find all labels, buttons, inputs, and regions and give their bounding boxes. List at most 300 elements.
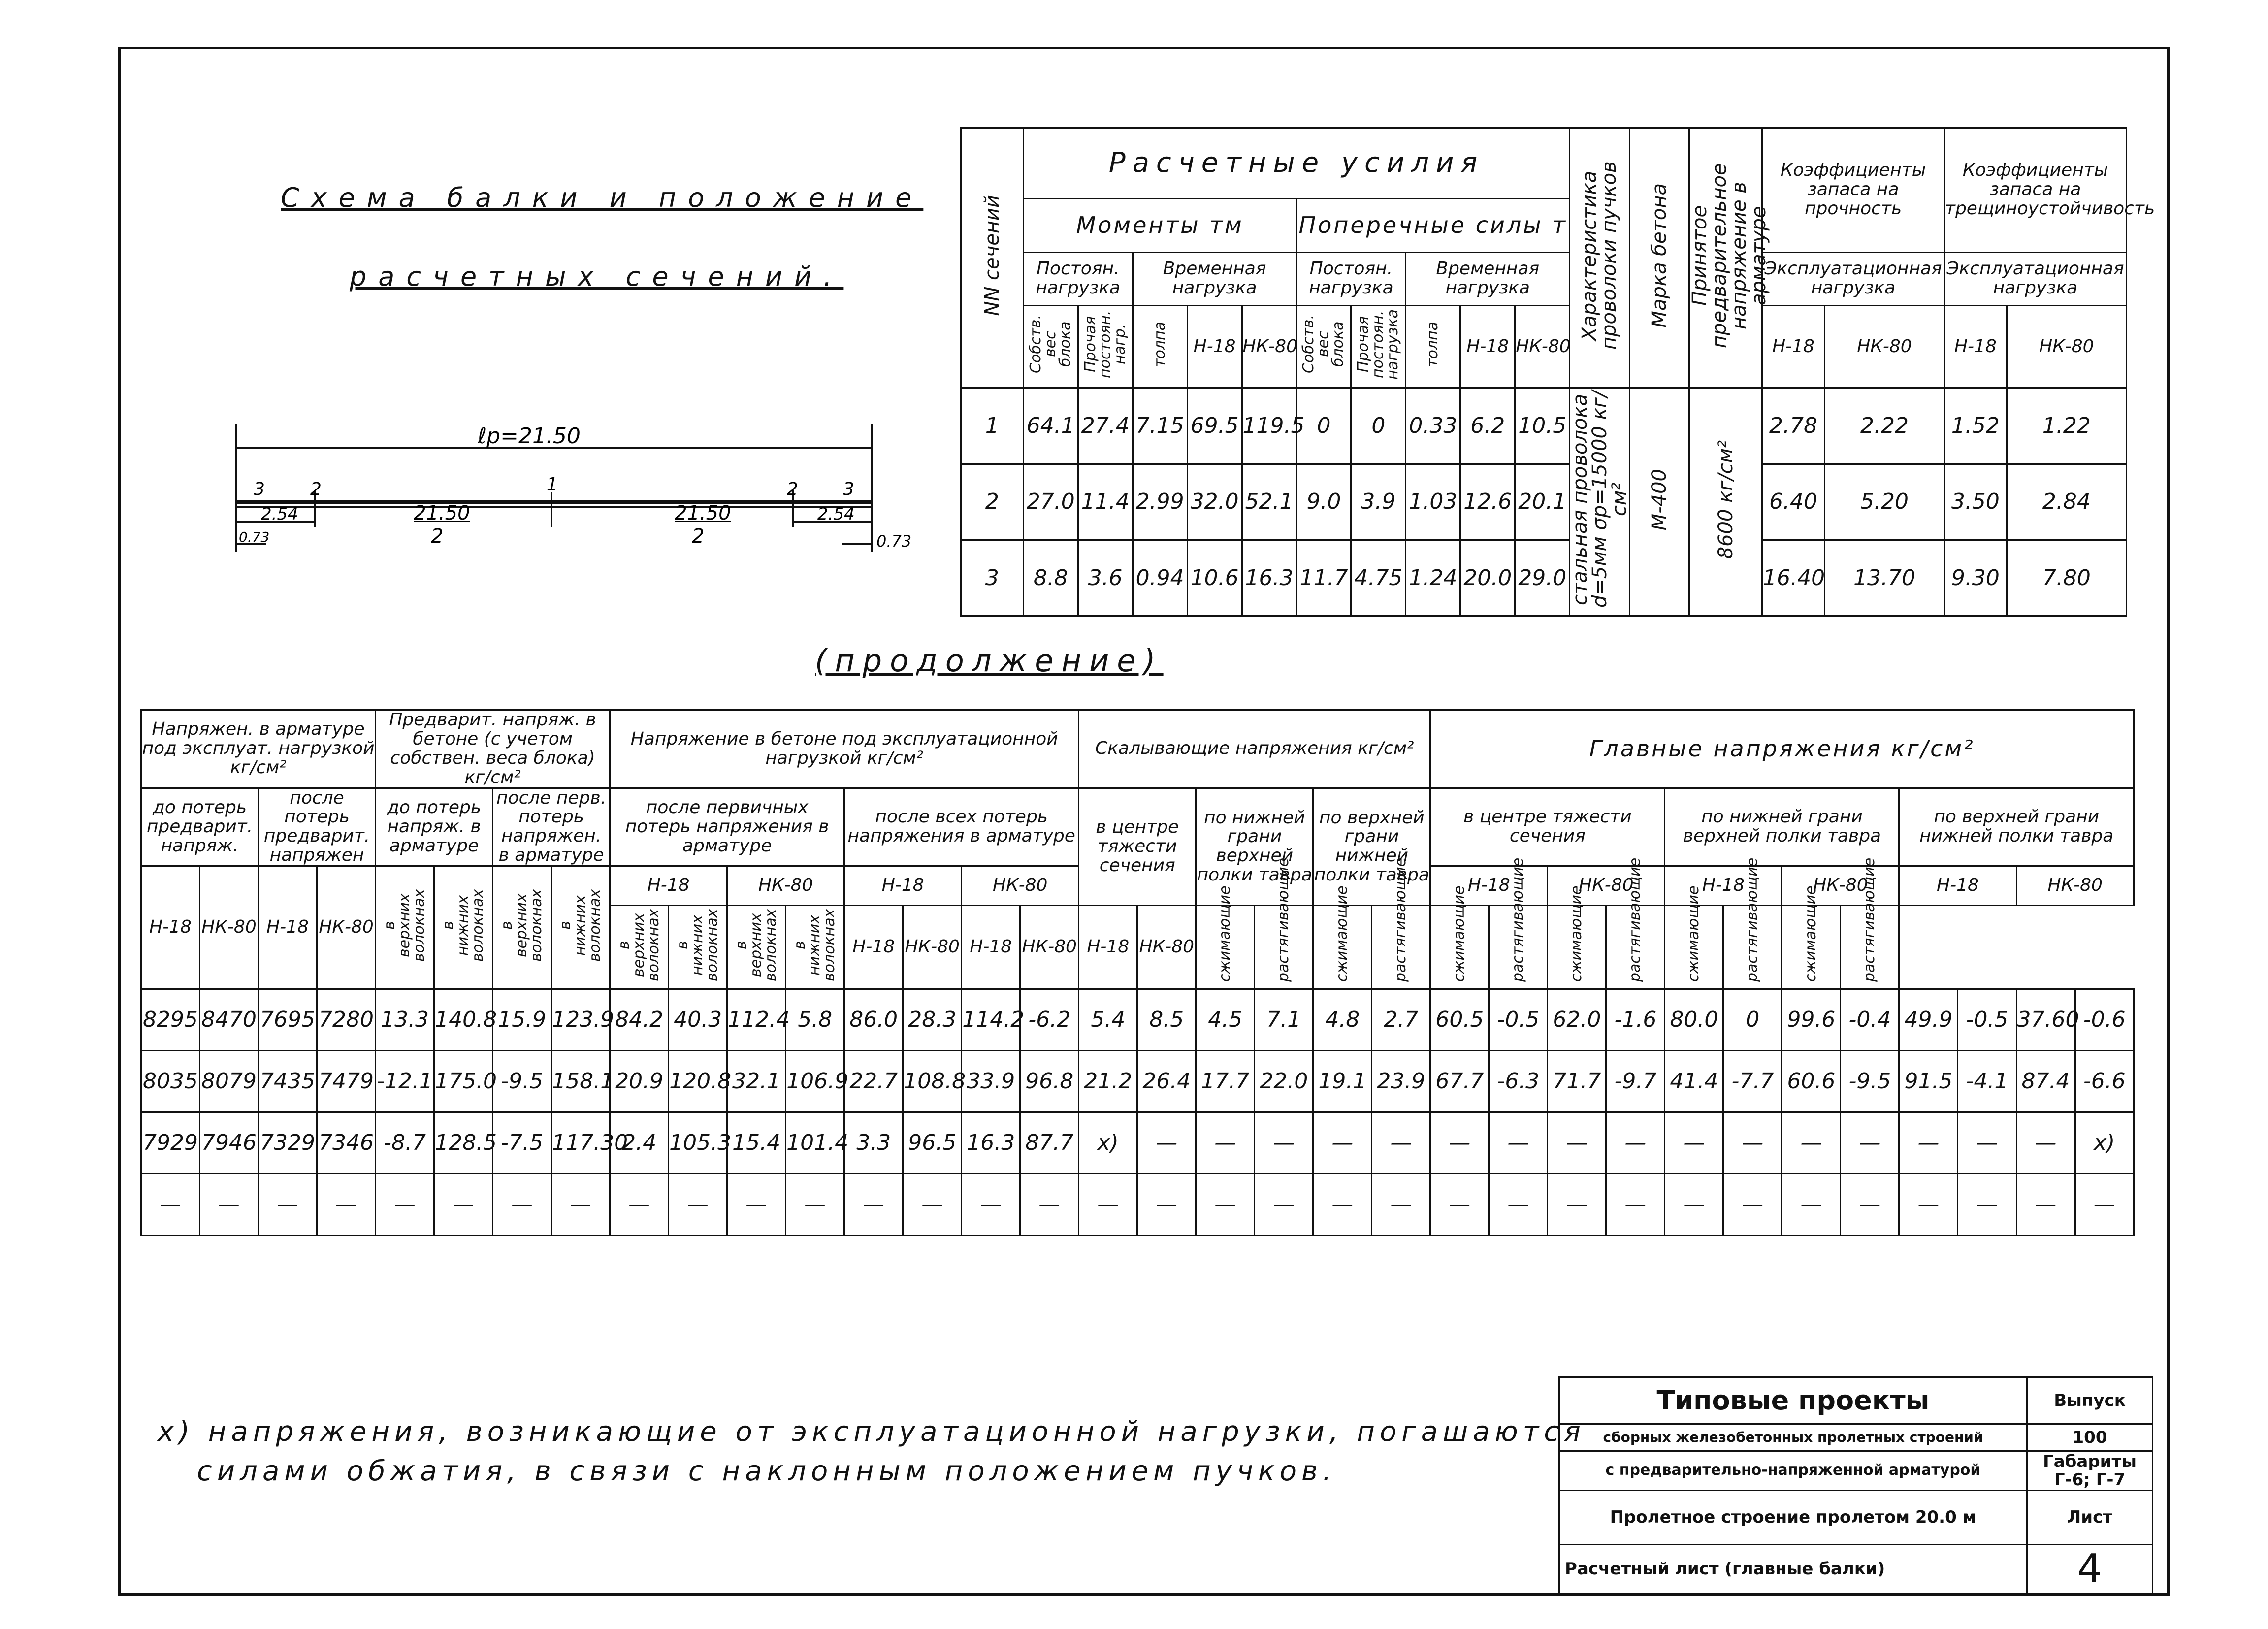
stress-cell: -0.5 <box>1958 989 2016 1051</box>
stress-cell: — <box>1606 1112 1665 1174</box>
stress-cell: — <box>1079 1174 1137 1236</box>
col-fibres: в верхних волокнах <box>610 906 669 989</box>
g2-header: Предварит. напряж. в бетоне (с учетом собствен. веса блока) кг/см² <box>376 710 610 788</box>
beam-schematic <box>162 404 911 566</box>
col-h18: Н-18 <box>259 866 317 989</box>
stress-cell: 7329 <box>259 1112 317 1174</box>
stress-cell: 60.6 <box>1782 1051 1841 1112</box>
forces-cell: 9.30 <box>1944 540 2007 616</box>
stress-cell: — <box>727 1174 786 1236</box>
k-col-hk80: НК-80 <box>1824 305 1944 388</box>
dim-half-left: 21.50 <box>414 502 470 524</box>
continuation-title: (продолжение) <box>815 643 1164 679</box>
stress-row <box>141 1174 2134 1236</box>
stress-cell: — <box>669 1174 727 1236</box>
stress-cell: x) <box>1079 1112 1137 1174</box>
forces-cell: 13.70 <box>1824 540 1944 616</box>
stress-cell: — <box>1430 1112 1489 1174</box>
stress-cell: 67.7 <box>1430 1051 1489 1112</box>
stress-cell: — <box>1372 1112 1430 1174</box>
stress-cell: — <box>1899 1112 1958 1174</box>
g5-hk80: НК-80 <box>2016 866 2134 906</box>
stress-cell: 15.9 <box>493 989 551 1051</box>
dim-254-left: 2.54 <box>261 504 298 524</box>
s-c-upper: по верхней грани нижней полки тавра <box>1899 788 2134 866</box>
stress-cell: 20.9 <box>610 1051 669 1112</box>
forces-cell: 7.15 <box>1133 388 1187 464</box>
stress-cell: 158.1 <box>551 1051 610 1112</box>
stress-cell: — <box>1548 1112 1606 1174</box>
col-compress: сжимающие <box>1782 906 1841 989</box>
nn-header: NN сечений <box>961 128 1024 388</box>
stress-cell: — <box>1665 1174 1723 1236</box>
span-label: ℓр=21.50 <box>478 424 581 449</box>
k-crack-header: Коэффициенты запаса на трещиноустойчивость <box>1944 128 2126 253</box>
stress-cell: 4.5 <box>1196 989 1255 1051</box>
forces-table <box>960 127 2155 617</box>
forces-cell: 1.22 <box>2007 388 2126 464</box>
stress-cell: — <box>376 1174 434 1236</box>
stamp-issue-label: Выпуск <box>2027 1377 2153 1424</box>
stamp-sheet-name: Расчетный лист (главные балки) <box>1559 1545 2027 1594</box>
k-strength-header: Коэффициенты запаса на прочность <box>1762 128 1944 253</box>
stress-cell: — <box>1665 1112 1723 1174</box>
shear-hk80: НК-80 <box>1137 906 1196 989</box>
col-own-weight-2: Собств. вес блока <box>1296 305 1351 388</box>
forces-cell: 7.80 <box>2007 540 2126 616</box>
stress-cell: 8295 <box>141 989 200 1051</box>
stress-cell: — <box>1430 1174 1489 1236</box>
temp-load-header: Временная нагрузка <box>1133 252 1296 305</box>
stress-cell: -4.1 <box>1958 1051 2016 1112</box>
stress-cell: — <box>141 1174 200 1236</box>
col-own-weight: Собств. вес блока <box>1023 305 1078 388</box>
sec-label-1: 1 <box>547 474 558 494</box>
col-fibres: в нижних волокнах <box>669 906 727 989</box>
forces-cell: 20.1 <box>1515 464 1570 540</box>
forces-cell: 12.6 <box>1460 464 1515 540</box>
col-h18: Н-18 <box>1187 305 1242 388</box>
stress-cell: — <box>1137 1174 1196 1236</box>
stress-cell: 60.5 <box>1430 989 1489 1051</box>
forces-cell: 0 <box>1351 388 1406 464</box>
stress-cell: 2.4 <box>610 1112 669 1174</box>
stress-cell: 108.8 <box>903 1051 962 1112</box>
stress-cell: 7946 <box>200 1112 259 1174</box>
stress-cell: — <box>434 1174 493 1236</box>
stress-cell: 5.8 <box>786 989 844 1051</box>
forces-cell: 3.50 <box>1944 464 2007 540</box>
forces-cell: 2 <box>961 464 1024 540</box>
stamp-sheet-value: 4 <box>2027 1545 2153 1594</box>
forces-cell: 29.0 <box>1515 540 1570 616</box>
stress-cell: 106.9 <box>786 1051 844 1112</box>
forces-cell: 52.1 <box>1242 464 1296 540</box>
col-compress: сжимающие <box>1196 906 1255 989</box>
col-top-fibres: в нижних волокнах <box>434 866 493 989</box>
stress-cell: 5.4 <box>1079 989 1137 1051</box>
forces-cell: 3.9 <box>1351 464 1406 540</box>
forces-row <box>961 464 2127 540</box>
stress-cell: 71.7 <box>1548 1051 1606 1112</box>
stress-cell: 28.3 <box>903 989 962 1051</box>
moments-header: Моменты тм <box>1023 199 1296 252</box>
col-other-const-2: Прочая постоян. нагрузка <box>1351 305 1406 388</box>
dim-073-right: 0.73 <box>876 532 912 551</box>
col-tension: растягивающие <box>1723 906 1782 989</box>
g4-header: Скалывающие напряжения кг/см² <box>1079 710 1430 788</box>
stress-cell: 15.4 <box>727 1112 786 1174</box>
stress-cell: — <box>493 1174 551 1236</box>
col-tension: растягивающие <box>1606 906 1665 989</box>
stress-cell: — <box>1489 1112 1548 1174</box>
stress-cell: 32.1 <box>727 1051 786 1112</box>
const-load-header: Постоян. нагрузка <box>1023 252 1133 305</box>
stress-cell: 86.0 <box>844 989 903 1051</box>
forces-cell: 27.0 <box>1023 464 1078 540</box>
g5-hk80: НК-80 <box>1548 866 1665 906</box>
col-compress: сжимающие <box>1548 906 1606 989</box>
temp-load-header-2: Временная нагрузка <box>1406 252 1570 305</box>
stress-cell: — <box>2016 1174 2075 1236</box>
stamp-gab: Габариты Г-6; Г-7 <box>2027 1451 2153 1491</box>
forces-cell: 2.84 <box>2007 464 2126 540</box>
s-after-2: после перв. потерь напряжен. в арматуре <box>493 788 610 866</box>
stress-cell: 37.60 <box>2016 989 2075 1051</box>
stress-cell: -1.6 <box>1606 989 1665 1051</box>
stress-cell: -8.7 <box>376 1112 434 1174</box>
stress-cell: 87.7 <box>1020 1112 1079 1174</box>
wire-header: Характеристика проволоки пучков <box>1570 128 1630 388</box>
stress-cell: 13.3 <box>376 989 434 1051</box>
stress-row <box>141 1112 2134 1174</box>
stress-cell: 7929 <box>141 1112 200 1174</box>
sec-label-2-left: 2 <box>310 479 322 499</box>
stress-cell: — <box>1020 1174 1079 1236</box>
stress-cell: 41.4 <box>1665 1051 1723 1112</box>
stress-cell: 26.4 <box>1137 1051 1196 1112</box>
forces-cell: 2.99 <box>1133 464 1187 540</box>
stress-cell: x) <box>2075 1112 2134 1174</box>
stress-cell: — <box>1841 1112 1899 1174</box>
stress-row <box>141 989 2134 1051</box>
k-col-h18: Н-18 <box>1762 305 1825 388</box>
stress-cell: — <box>317 1174 376 1236</box>
s-after-first: после первичных потерь напряжения в арматуре <box>610 788 844 866</box>
sec-label-2-right: 2 <box>787 479 798 499</box>
stress-cell: — <box>2075 1174 2134 1236</box>
k-col-hk80-2: НК-80 <box>2007 305 2126 388</box>
stress-cell: 33.9 <box>962 1051 1020 1112</box>
stress-cell: 16.3 <box>962 1112 1020 1174</box>
forces-cell: 64.1 <box>1023 388 1078 464</box>
stress-cell: 175.0 <box>434 1051 493 1112</box>
stress-cell: 40.3 <box>669 989 727 1051</box>
forces-cell: 69.5 <box>1187 388 1242 464</box>
col-tension: растягивающие <box>1489 906 1548 989</box>
stress-cell: — <box>1255 1174 1313 1236</box>
s-c-lower: по нижней грани верхней полки тавра <box>1665 788 1899 866</box>
s-after-all: после всех потерь напряжения в арматуре <box>844 788 1079 866</box>
stress-cell: — <box>1723 1174 1782 1236</box>
stress-cell: — <box>1958 1174 2016 1236</box>
stress-cell: — <box>1958 1112 2016 1174</box>
dim-two-left: 2 <box>431 525 444 548</box>
forces-cell: 27.4 <box>1078 388 1133 464</box>
g5-hk80: НК-80 <box>1782 866 1899 906</box>
s-c-center: в центре тяжести сечения <box>1430 788 1665 866</box>
stress-cell: 87.4 <box>2016 1051 2075 1112</box>
g3-header: Напряжение в бетоне под эксплуатационной нагрузкой кг/см² <box>610 710 1079 788</box>
stress-cell: 114.2 <box>962 989 1020 1051</box>
expl-load-header-1: Эксплуатационная нагрузка <box>1762 252 1944 305</box>
stress-cell: 101.4 <box>786 1112 844 1174</box>
forces-cell: 10.5 <box>1515 388 1570 464</box>
stress-cell: — <box>259 1174 317 1236</box>
stress-cell: 7280 <box>317 989 376 1051</box>
stress-cell: 8470 <box>200 989 259 1051</box>
stress-cell: — <box>1137 1112 1196 1174</box>
s-lower: по нижней грани верхней полки тавра <box>1196 788 1313 906</box>
s-upper: по верхней грани нижней полки тавра <box>1313 788 1430 906</box>
stress-cell: -7.7 <box>1723 1051 1782 1112</box>
forces-cell: 9.0 <box>1296 464 1351 540</box>
forces-cell: 1.24 <box>1406 540 1460 616</box>
stress-cell: — <box>1548 1174 1606 1236</box>
stress-cell: — <box>1372 1174 1430 1236</box>
stress-cell: 8035 <box>141 1051 200 1112</box>
stress-cell: -0.4 <box>1841 989 1899 1051</box>
stress-cell: 19.1 <box>1313 1051 1372 1112</box>
wire-value: стальная проволока d=5мм σр=15000 кг/см² <box>1570 388 1630 616</box>
stress-row <box>141 1051 2134 1112</box>
col-top-fibres: в нижних волокнах <box>551 866 610 989</box>
stress-cell: — <box>844 1174 903 1236</box>
stress-cell: — <box>1313 1174 1372 1236</box>
g1-header: Напряжен. в арматуре под эксплуат. нагрузкой кг/см² <box>141 710 376 788</box>
stamp-subtitle2: с предварительно-напряженной арматурой <box>1559 1451 2027 1491</box>
dim-half-right: 21.50 <box>675 502 731 524</box>
dim-254-right: 2.54 <box>817 504 855 524</box>
stress-cell: 3.3 <box>844 1112 903 1174</box>
forces-cell: 16.3 <box>1242 540 1296 616</box>
forces-cell: 8.8 <box>1023 540 1078 616</box>
g5-h18: Н-18 <box>1899 866 2016 906</box>
g3-hk80: НК-80 <box>727 866 844 906</box>
shear-hk80: НК-80 <box>1020 906 1079 989</box>
g5-h18: Н-18 <box>1430 866 1548 906</box>
forces-cell: 0.33 <box>1406 388 1460 464</box>
col-crowd: толпа <box>1133 305 1187 388</box>
stress-cell: 22.0 <box>1255 1051 1313 1112</box>
stress-cell: — <box>551 1174 610 1236</box>
forces-header: Расчетные усилия <box>1023 128 1569 199</box>
prestress-header: Принятое предварительное напряжение в арматуре <box>1689 128 1762 388</box>
stress-cell: 96.8 <box>1020 1051 1079 1112</box>
stress-cell: 120.8 <box>669 1051 727 1112</box>
stress-cell: -9.5 <box>493 1051 551 1112</box>
stress-cell: — <box>786 1174 844 1236</box>
stress-cell: — <box>1489 1174 1548 1236</box>
k-col-h18-2: Н-18 <box>1944 305 2007 388</box>
stamp-span-text: Пролетное строение пролетом 20.0 м <box>1559 1491 2027 1545</box>
stress-cell: 140.8 <box>434 989 493 1051</box>
stress-cell: 7435 <box>259 1051 317 1112</box>
stress-cell: 96.5 <box>903 1112 962 1174</box>
stress-cell: 91.5 <box>1899 1051 1958 1112</box>
col-fibres: в нижних волокнах <box>786 906 844 989</box>
stress-cell: 105.3 <box>669 1112 727 1174</box>
shear-hk80: НК-80 <box>903 906 962 989</box>
stress-cell: — <box>1196 1112 1255 1174</box>
stress-cell: 0 <box>1723 989 1782 1051</box>
stress-cell: -9.7 <box>1606 1051 1665 1112</box>
stress-cell: -12.1 <box>376 1051 434 1112</box>
stress-cell: -7.5 <box>493 1112 551 1174</box>
dim-two-right: 2 <box>692 525 705 548</box>
g5-header: Главные напряжения кг/см² <box>1430 710 2134 788</box>
stamp-issue-value: 100 <box>2027 1424 2153 1451</box>
title-block <box>1558 1376 2153 1595</box>
stress-cell: 123.9 <box>551 989 610 1051</box>
col-hk80: НК-80 <box>317 866 376 989</box>
stresses-table <box>140 709 2135 1236</box>
stress-cell: — <box>1841 1174 1899 1236</box>
stress-cell: -6.3 <box>1489 1051 1548 1112</box>
forces-cell: 3 <box>961 540 1024 616</box>
forces-cell: 5.20 <box>1824 464 1944 540</box>
stress-cell: — <box>1606 1174 1665 1236</box>
g5-h18: Н-18 <box>1665 866 1782 906</box>
stress-cell: — <box>1313 1112 1372 1174</box>
stress-cell: 112.4 <box>727 989 786 1051</box>
col-hk80: НК-80 <box>1242 305 1296 388</box>
col-compress: сжимающие <box>1430 906 1489 989</box>
forces-cell: 2.78 <box>1762 388 1825 464</box>
stress-cell: 7.1 <box>1255 989 1313 1051</box>
concrete-value: М-400 <box>1629 388 1689 616</box>
forces-cell: 4.75 <box>1351 540 1406 616</box>
dim-073-left: 0.73 <box>239 529 270 545</box>
forces-cell: 1.52 <box>1944 388 2007 464</box>
forces-cell: 0 <box>1296 388 1351 464</box>
const-load-header-2: Постоян. нагрузка <box>1296 252 1406 305</box>
footnote-line2: силами обжатия, в связи с наклонным положением пучков. <box>197 1455 1336 1487</box>
col-compress: сжимающие <box>1313 906 1372 989</box>
col-crowd-2: толпа <box>1406 305 1460 388</box>
forces-cell: 1.03 <box>1406 464 1460 540</box>
col-tension: растягивающие <box>1255 906 1313 989</box>
stress-cell: 99.6 <box>1782 989 1841 1051</box>
forces-cell: 3.6 <box>1078 540 1133 616</box>
stress-cell: -6.2 <box>1020 989 1079 1051</box>
stress-cell: 8.5 <box>1137 989 1196 1051</box>
stress-cell: 128.5 <box>434 1112 493 1174</box>
forces-cell: 16.40 <box>1762 540 1825 616</box>
stress-cell: — <box>610 1174 669 1236</box>
s-before: до потерь предварит. напряж. <box>141 788 259 866</box>
col-compress: сжимающие <box>1665 906 1723 989</box>
stress-cell: — <box>2016 1112 2075 1174</box>
stress-cell: 7479 <box>317 1051 376 1112</box>
stress-cell: — <box>1782 1112 1841 1174</box>
stress-cell: 117.30 <box>551 1112 610 1174</box>
col-tension: растягивающие <box>1841 906 1899 989</box>
forces-cell: 1 <box>961 388 1024 464</box>
col-fibres: в верхних волокнах <box>727 906 786 989</box>
shear-header: Поперечные силы т <box>1296 199 1570 252</box>
stress-cell: 17.7 <box>1196 1051 1255 1112</box>
stress-cell: — <box>200 1174 259 1236</box>
forces-cell: 6.2 <box>1460 388 1515 464</box>
stress-cell: 4.8 <box>1313 989 1372 1051</box>
stress-cell: — <box>962 1174 1020 1236</box>
forces-cell: 0.94 <box>1133 540 1187 616</box>
stress-cell: — <box>1255 1112 1313 1174</box>
stress-cell: 22.7 <box>844 1051 903 1112</box>
stamp-sheet-label: Лист <box>2027 1491 2153 1545</box>
forces-cell: 32.0 <box>1187 464 1242 540</box>
stress-cell: 62.0 <box>1548 989 1606 1051</box>
col-hk80: НК-80 <box>200 866 259 989</box>
stress-cell: — <box>1723 1112 1782 1174</box>
g3-hk80-b: НК-80 <box>962 866 1079 906</box>
col-h18: Н-18 <box>141 866 200 989</box>
g3-h18: Н-18 <box>610 866 727 906</box>
stress-cell: — <box>903 1174 962 1236</box>
sec-label-3-right: 3 <box>843 479 854 499</box>
stress-cell: -0.6 <box>2075 989 2134 1051</box>
stress-cell: — <box>1899 1174 1958 1236</box>
stress-cell: 23.9 <box>1372 1051 1430 1112</box>
stress-cell: 84.2 <box>610 989 669 1051</box>
sec-label-3-left: 3 <box>254 479 265 499</box>
expl-load-header-2: Эксплуатационная нагрузка <box>1944 252 2126 305</box>
shear-h18: Н-18 <box>1079 906 1137 989</box>
col-h18-2: Н-18 <box>1460 305 1515 388</box>
stress-cell: 8079 <box>200 1051 259 1112</box>
stress-cell: 21.2 <box>1079 1051 1137 1112</box>
stamp-subtitle1: сборных железобетонных пролетных строений <box>1559 1424 2027 1451</box>
stamp-title: Типовые проекты <box>1559 1377 2027 1424</box>
forces-row <box>961 540 2127 616</box>
stress-cell: -6.6 <box>2075 1051 2134 1112</box>
stress-cell: — <box>1196 1174 1255 1236</box>
forces-row <box>961 388 2127 464</box>
stress-cell: 7695 <box>259 989 317 1051</box>
prestress-value: 8600 кг/см² <box>1689 388 1762 616</box>
scheme-title-line1: Схема балки и положение <box>281 182 924 213</box>
g3-h18-b: Н-18 <box>844 866 962 906</box>
col-other-const: Прочая постоян. нагр. <box>1078 305 1133 388</box>
col-top-fibres: в верхних волокнах <box>376 866 434 989</box>
col-top-fibres: в верхних волокнах <box>493 866 551 989</box>
col-tension: растягивающие <box>1372 906 1430 989</box>
col-hk80-2: НК-80 <box>1515 305 1570 388</box>
forces-cell: 6.40 <box>1762 464 1825 540</box>
shear-h18: Н-18 <box>844 906 903 989</box>
stress-cell: — <box>1782 1174 1841 1236</box>
s-before-2: до потерь напряж. в арматуре <box>376 788 493 866</box>
forces-cell: 11.7 <box>1296 540 1351 616</box>
forces-cell: 20.0 <box>1460 540 1515 616</box>
footnote-line1: x) напряжения, возникающие от эксплуатационной нагрузки, погашаются <box>158 1416 1586 1448</box>
s-center: в центре тяжести сечения <box>1079 788 1196 906</box>
forces-cell: 2.22 <box>1824 388 1944 464</box>
concrete-header: Марка бетона <box>1629 128 1689 388</box>
shear-h18: Н-18 <box>962 906 1020 989</box>
stress-cell: -0.5 <box>1489 989 1548 1051</box>
